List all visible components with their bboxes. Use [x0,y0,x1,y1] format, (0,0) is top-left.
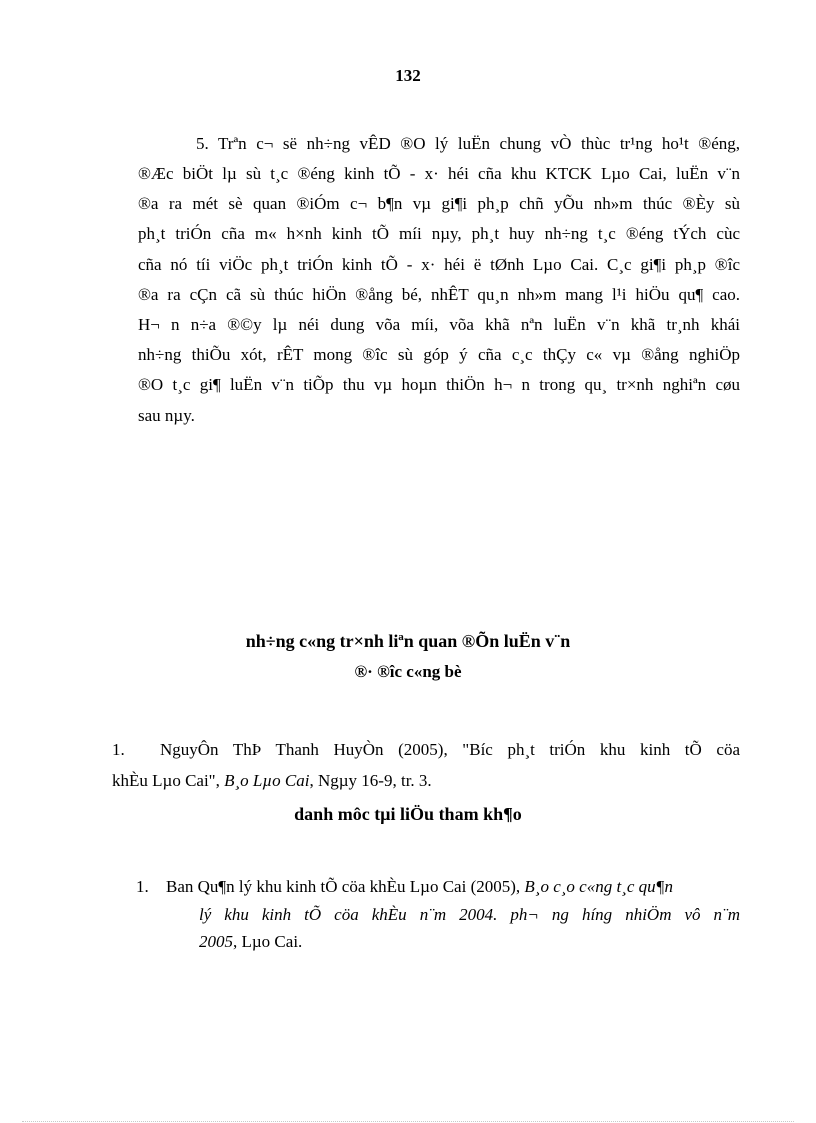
page-bottom-border [22,1121,794,1122]
paragraph-line: sau nµy. [138,406,195,425]
paragraph-line: 5. Trªn c¬ së nh÷ng vÊD ®O lý luËn chung vÒ thùc tr¹ng ho¹t ®éng, [196,134,740,153]
paragraph-line: ®Æc biÖt lµ sù t¸c ®éng kinh tÕ - x· héi cña khu KTCK Lµo Cai, luËn v¨n [138,164,740,183]
reference-text: , Lµo Cai. [233,932,303,951]
reference-title: lý khu kinh tÕ cöa khÈu n¨m 2004. ph¬ ng híng nhiÖm vô n¨m [199,905,740,924]
works-heading-line2: ®· ®îc c«ng bè [354,662,462,681]
reference-line3 [199,932,302,952]
works-heading-line1: nh÷ng c«ng tr×nh liªn quan ®Õn luËn v¨n [245,631,571,651]
references-heading: danh môc tµi liÖu tham kh¶o [294,804,522,824]
paragraph-line: nh÷ng thiÕu xót, rÊT mong ®îc sù góp ý cña c¸c thÇy c« vµ ®ång nghiÖp [138,345,740,364]
reference-number: 1. [136,877,149,896]
page-number: 132 [395,66,421,85]
works-item-line1: NguyÔn ThÞ Thanh HuyÒn (2005), "Bíc ph¸t triÓn khu kinh tÕ cöa [160,740,740,759]
works-item-line2 [112,771,432,791]
works-item-text: khÈu Lµo Cai", [112,771,225,790]
reference-text: Ban Qu¶n lý khu kinh tÕ cöa khÈu Lµo Cai (2005), [166,877,525,896]
paragraph-line: ®a ra cÇn cã sù thúc hiÖn ®ång bé, nhÊT qu¸n nh»m mang l¹i hiÖu qu¶ cao. [138,285,740,304]
works-item-number: 1. [112,740,125,759]
works-item-text: , Ngµy 16-9, tr. 3. [309,771,432,790]
reference-title: B¸o c¸o c«ng t¸c qu¶n [524,877,674,896]
reference-title: 2005 [199,932,233,951]
works-item-source: B¸o Lµo Cai [224,771,310,790]
reference-line2 [199,905,740,925]
reference-line1 [166,877,673,897]
paragraph-line: cña nó tíi viÖc ph¸t triÓn kinh tÕ - x· héi ë tØnh Lµo Cai. C¸c gi¶i ph¸p ®îc [138,255,740,274]
paragraph-line: ph¸t triÓn cña m« h×nh kinh tÕ míi nµy, ph¸t huy nh÷ng t¸c ®éng tÝch cùc [138,224,740,243]
paragraph-line: ®a ra mét sè quan ®iÓm c¬ b¶n vµ gi¶i ph¸p chñ yÕu nh»m thúc ®Èy sù [138,194,740,213]
paragraph-line: H¬ n n÷a ®©y lµ néi dung võa míi, võa khã nªn luËn v¨n khã tr¸nh khái [138,315,740,334]
paragraph-line: ®O t¸c gi¶ luËn v¨n tiÕp thu vµ hoµn thiÖn h¬ n trong qu¸ tr×nh nghiªn cøu [138,375,740,394]
